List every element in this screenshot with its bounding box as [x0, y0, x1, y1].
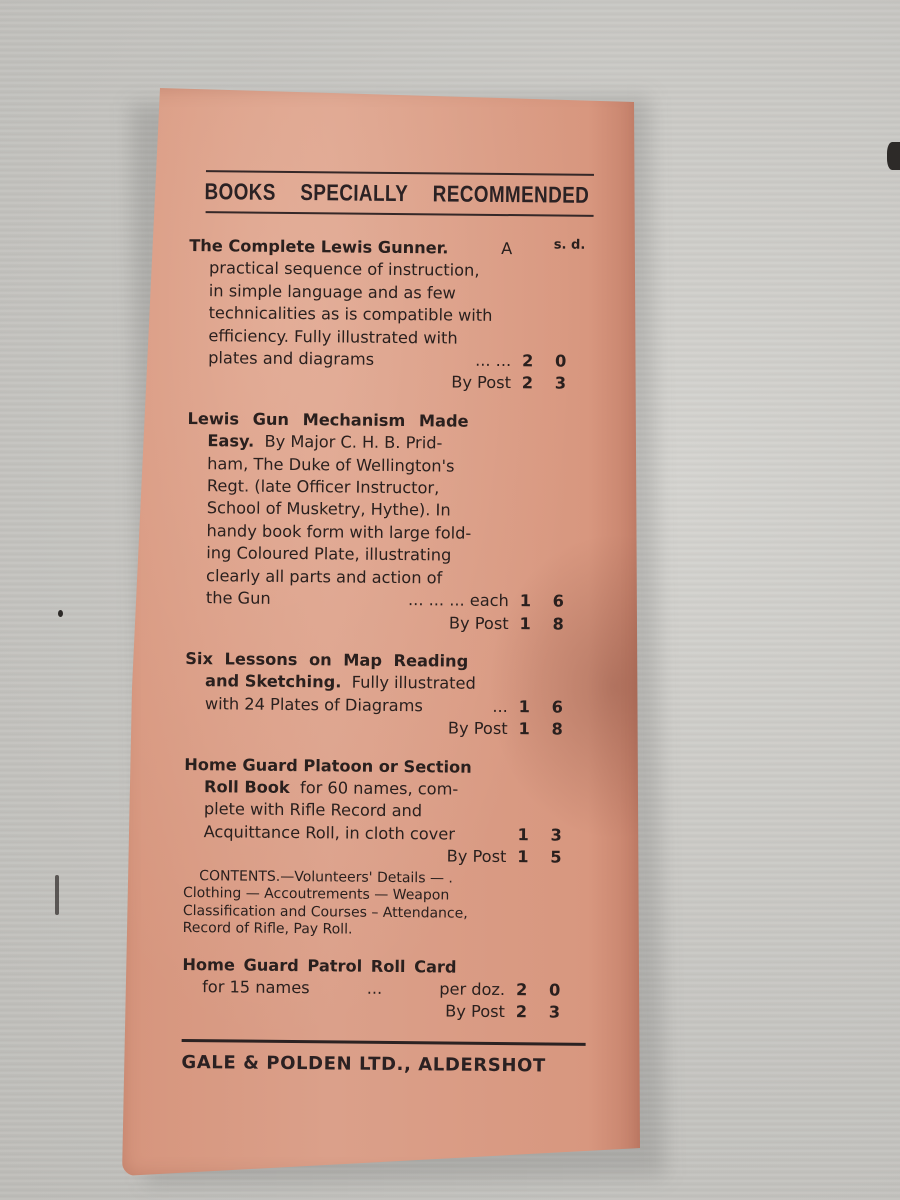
book-description: Fully illustrated	[351, 672, 476, 694]
book-title: Six Lessons on Map Reading	[185, 648, 469, 671]
heading-word: BOOKS	[204, 178, 276, 205]
page-heading	[190, 172, 599, 215]
book-description: practical sequence of instruction,	[208, 258, 480, 281]
post-label: By Post	[447, 718, 508, 739]
post-label: By Post	[446, 846, 507, 867]
book-title: Home Guard Platoon or Section	[184, 754, 472, 777]
post-price: 2 3	[515, 1002, 561, 1022]
publisher-imprint: GALE & POLDEN LTD., ALDERSHOT	[181, 1051, 546, 1077]
book-entry-home-guard-roll-book: Home Guard Platoon or Section Roll Book for 60 names, com- plete with Rifle Record and Acquittance Roll, in cloth cover 1 3 By Post 1 5 CONTENTS.—Volunteers' Details — . Clothing — Accoutrements — Weapon Classification and Courses – Attendance, Record of Rifle, Pay Roll.	[183, 754, 595, 942]
table-speck	[887, 142, 900, 170]
price: 1 3	[517, 824, 562, 845]
price: 1 6	[518, 696, 564, 717]
book-title: Home Guard Patrol Roll Card	[182, 954, 457, 977]
table-speck	[55, 875, 59, 915]
book-entry-patrol-roll-card: Home Guard Patrol Roll Card for 15 names ... per doz. 2 0 By Post 2 3	[182, 954, 593, 1025]
footer-rule	[182, 1039, 586, 1046]
roll-book-contents: CONTENTS.—Volunteers' Details — . Clothing — Accoutrements — Weapon Classification and Courses – Attendance, Record of Rifle, Pay Roll.	[182, 867, 468, 938]
book-entry-six-lessons-map-reading: Six Lessons on Map Reading and Sketching. Fully illustrated with 24 Plates of Diagrams ... 1 6 By Post 1 8	[185, 648, 596, 742]
currency-header: s. d.	[553, 237, 586, 253]
post-label: By Post	[445, 1001, 506, 1022]
price: 1 6	[519, 591, 565, 611]
book-entry-complete-lewis-gunner: s. d. The Complete Lewis Gunner. A practical sequence of instruction, in simple language and as few technicalities as is compatible with efficiency. Fully illustrated with plates and diagrams ... ... 2 0 By Post 2 3	[188, 235, 599, 396]
book-description: for 60 names, com-	[299, 778, 459, 799]
price: 2 0	[521, 351, 567, 371]
leader-dots: ... ...	[475, 350, 512, 371]
book-title: Lewis Gun Mechanism Made	[187, 408, 469, 431]
book-description: By Major C. H. B. Prid-	[264, 431, 443, 453]
post-label: By Post	[451, 372, 512, 393]
post-label: By Post	[448, 613, 509, 633]
heading-word: RECOMMENDED	[432, 180, 590, 208]
unit-label: per doz.	[439, 979, 506, 1000]
table-speck	[58, 610, 63, 617]
post-price: 2 3	[521, 373, 567, 394]
book-title: The Complete Lewis Gunner.	[189, 235, 449, 258]
post-price: 1 5	[517, 847, 562, 867]
post-price: 1 8	[519, 613, 564, 634]
book-entry-lewis-gun-mechanism: Lewis Gun Mechanism Made Easy. By Major C. H. B. Prid- ham, The Duke of Wellington's Regt. (late Officer Instructor, School of Musketry, Hythe). In handy book form with large fold- ing Coloured Plate, illustrating clearly all parts and action of the Gun ... ... ... each 1 6 By Post 1 8	[186, 408, 598, 636]
leader-dots: ...	[492, 696, 508, 716]
advert-page	[181, 170, 600, 1077]
post-price: 1 8	[518, 719, 563, 739]
heading-word: SPECIALLY	[300, 179, 409, 207]
leader-dots: ...	[366, 978, 383, 998]
price: 2 0	[515, 980, 561, 1000]
leader-dots: ... ... ... each	[407, 590, 509, 611]
